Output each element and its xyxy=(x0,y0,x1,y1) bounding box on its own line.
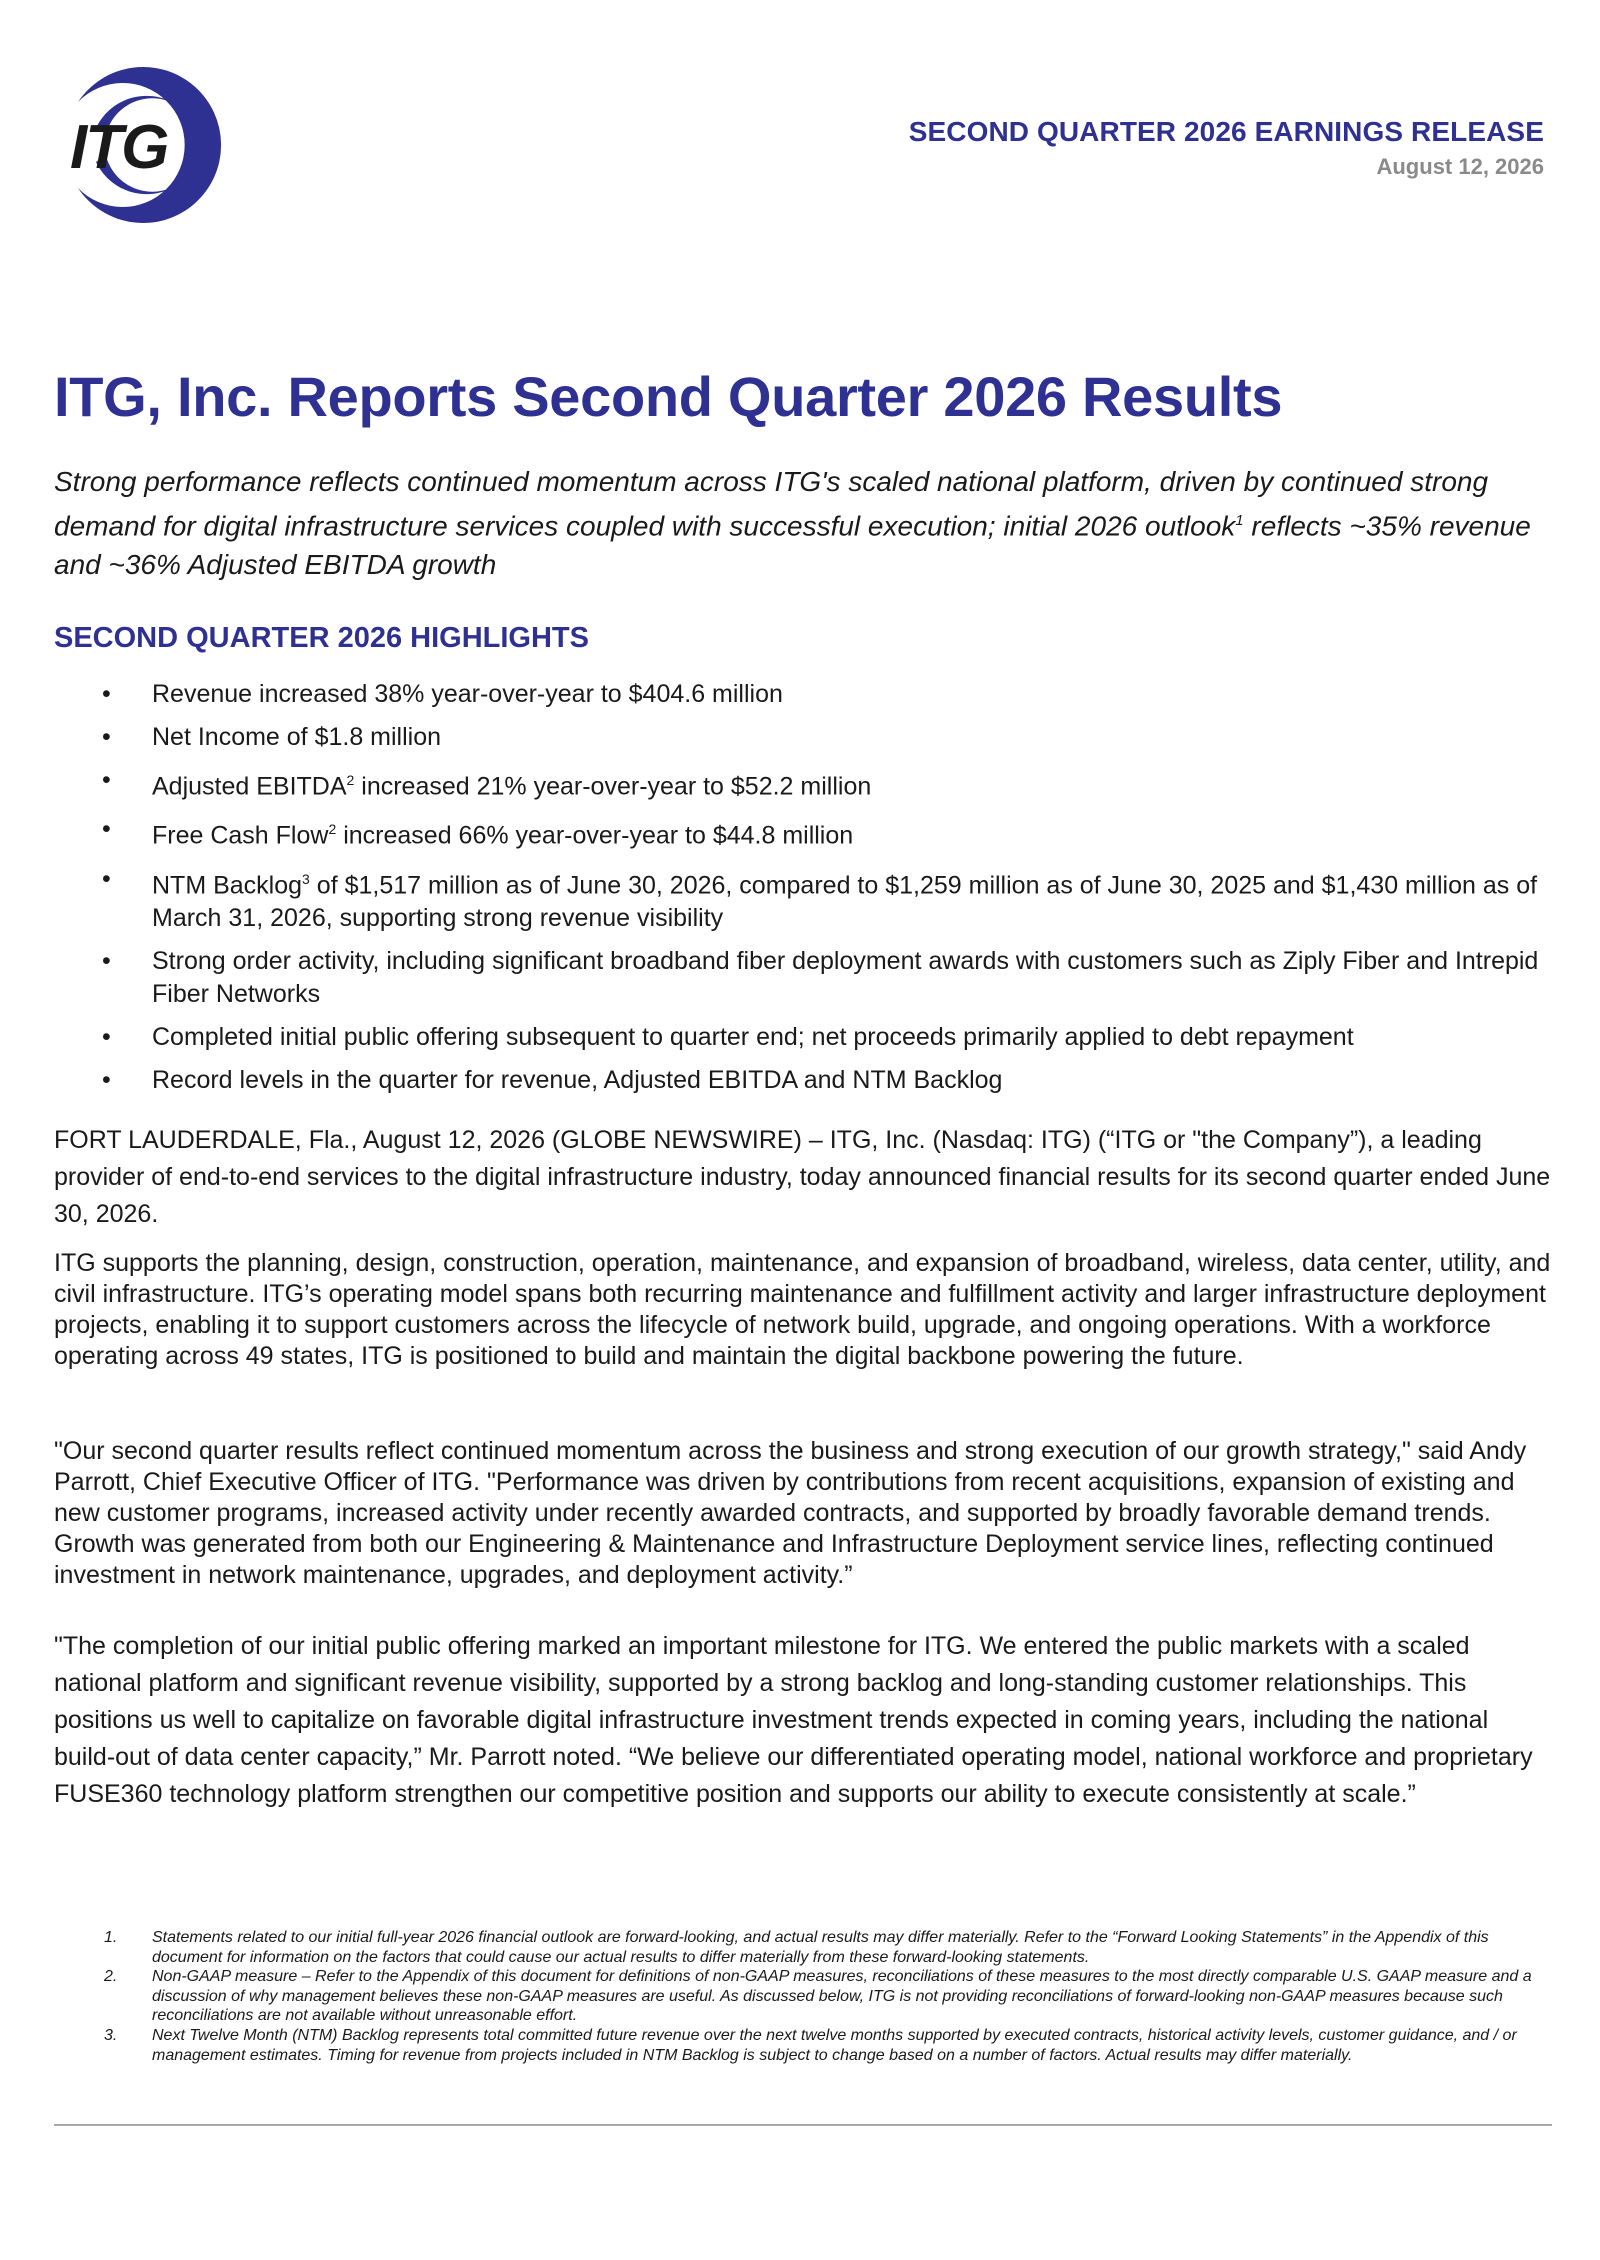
highlight-item xyxy=(54,863,1554,935)
highlight-text-continued: increased 66% year-over-year to $44.8 million xyxy=(336,821,854,850)
highlight-text: Revenue increased 38% year-over-year to $404.6 million xyxy=(152,680,783,708)
bullet-icon: • xyxy=(102,680,111,708)
highlight-text: Free Cash Flow xyxy=(152,821,329,850)
highlight-text: Adjusted EBITDA xyxy=(152,772,347,801)
highlight-item xyxy=(54,813,1554,852)
footnote-number: 3. xyxy=(104,2026,118,2044)
footnote-ref: 2 xyxy=(328,821,337,838)
footnote-text: Statements related to our initial full-year 2026 financial outlook are forward-looking, and actual results may differ materially. Refer to the “Forward Looking Statements” in the Appendix of this document for information on the factors that could cause our actual results to differ materially from these forward-looking statements. xyxy=(152,1929,1489,1966)
highlight-text-continued: increased 21% year-over-year to $52.2 million xyxy=(354,772,872,801)
logo-text: ITG xyxy=(70,113,168,182)
subtitle-text-before: Strong performance reflects continued momentum across ITG's scaled national platform, driven by continued strong demand for digital infrastructure services coupled with successful execution; initial 2026 outlook xyxy=(54,466,1489,542)
itg-logo-graphic xyxy=(66,62,232,228)
company-overview-paragraph: ITG supports the planning, design, construction, operation, maintenance, and expansion of broadband, wireless, data center, utility, and civil infrastructure. ITG’s operating model spans both recurring maintenance and fulfillment activity and larger infrastructure deployment projects, enabling it to support customers across the lifecycle of network build, upgrade, and ongoing operations. With a workforce operating across 49 states, ITG is positioned to build and maintain the digital backbone powering the future. xyxy=(54,1249,1551,1370)
highlight-text: Record levels in the quarter for revenue, Adjusted EBITDA and NTM Backlog xyxy=(152,1065,1003,1094)
footnote-ref: 2 xyxy=(346,772,355,788)
highlights-heading: SECOND QUARTER 2026 HIGHLIGHTS xyxy=(54,622,589,654)
bullet-icon: • xyxy=(102,766,111,794)
footnote-number: 1. xyxy=(104,1929,118,1946)
release-title: SECOND QUARTER 2026 EARNINGS RELEASE xyxy=(908,116,1544,147)
highlight-text: Net Income of $1.8 million xyxy=(152,723,442,751)
footnote-item xyxy=(54,2026,1554,2065)
bullet-icon: • xyxy=(102,864,111,893)
footnote-text: Next Twelve Month (NTM) Backlog represents total committed future revenue over the next twelve months supported by executed contracts, historical activity levels, customer guidance, and / or management estimates. Timing for revenue from projects included in NTM Backlog is subject to change based on a number of factors. Actual results may differ materially. xyxy=(152,2026,1517,2064)
dateline-paragraph: FORT LAUDERDALE, Fla., August 12, 2026 (GLOBE NEWSWIRE) – ITG, Inc. (Nasdaq: ITG) (“ITG or "the Company”), a leading provider of end-to-end services to the digital infrastructure industry, today announced financial results for its second quarter ended June 30, 2026. xyxy=(54,1126,1551,1228)
ipo-quote-paragraph: "The completion of our initial public offering marked an important milestone for ITG. We entered the public markets with a scaled national platform and significant revenue visibility, supported by a strong backlog and long-standing customer relationships. This positions us well to capitalize on favorable digital infrastructure investment trends expected in coming years, including the national build-out of data center capacity,” Mr. Parrott noted. “We believe our differentiated operating model, national workforce and proprietary FUSE360 technology platform strengthen our competitive position and supports our ability to execute consistently at scale.” xyxy=(54,1632,1533,1808)
footnote-item xyxy=(54,1967,1554,2026)
footnote-number: 2. xyxy=(104,1968,118,1986)
highlight-text: Strong order activity, including significant broadband fiber deployment awards with customers such as Ziply Fiber and Intrepid Fiber Networks xyxy=(152,946,1539,1008)
highlight-item xyxy=(54,945,1554,1011)
highlight-item xyxy=(54,678,1554,711)
footer-divider xyxy=(54,2124,1552,2126)
subtitle xyxy=(54,462,1554,584)
highlight-item xyxy=(54,1064,1554,1097)
itg-logo xyxy=(66,62,232,228)
subtitle-footnote-ref: 1 xyxy=(1235,512,1244,529)
bullet-icon: • xyxy=(102,1022,111,1051)
highlight-item xyxy=(54,764,1554,803)
footnote-ref: 3 xyxy=(302,870,310,887)
bullet-icon: • xyxy=(102,723,111,751)
ceo-quote-paragraph: "Our second quarter results reflect continued momentum across the business and strong execution of our growth strategy," said Andy Parrott, Chief Executive Officer of ITG. "Performance was driven by contributions from recent acquisitions, expansion of existing and new customer programs, increased activity under recently awarded contracts, and supported by broadly favorable demand trends. Growth was generated from both our Engineering & Maintenance and Infrastructure Deployment service lines, reflecting continued investment in network maintenance, upgrades, and deployment activity.” xyxy=(54,1437,1527,1589)
bullet-icon: • xyxy=(102,815,111,844)
bullet-icon: • xyxy=(102,946,111,975)
subtitle-text-after: reflects ~35% revenue and ~36% Adjusted EBITDA growth xyxy=(54,510,1531,581)
footnotes xyxy=(54,1928,1554,2065)
highlight-text: NTM Backlog xyxy=(152,870,303,899)
release-date: August 12, 2026 xyxy=(1376,154,1544,179)
footnote-item xyxy=(54,1928,1554,1967)
release-header xyxy=(909,116,1544,180)
footnote-text: Non-GAAP measure – Refer to the Appendix of this document for definitions of non-GAAP measures, reconciliations of these measures to the most directly comparable U.S. GAAP measure and a discussion of why management believes these non-GAAP measures are useful. As discussed below, ITG is not providing reconciliations of forward-looking non-GAAP measures because such reconciliations are not available without unreasonable effort. xyxy=(152,1968,1532,2025)
highlight-text-continued: of $1,517 million as of June 30, 2026, compared to $1,259 million as of June 30, 2025 and $1,430 million as of March 31, 2026, supporting strong revenue visibility xyxy=(152,870,1538,932)
page-title: ITG, Inc. Reports Second Quarter 2026 Results xyxy=(54,365,1283,428)
highlight-item xyxy=(54,721,1554,754)
highlights-list xyxy=(54,678,1554,1107)
highlight-item xyxy=(54,1021,1554,1054)
highlight-text: Completed initial public offering subsequent to quarter end; net proceeds primarily applied to debt repayment xyxy=(152,1022,1354,1051)
bullet-icon: • xyxy=(102,1065,111,1094)
